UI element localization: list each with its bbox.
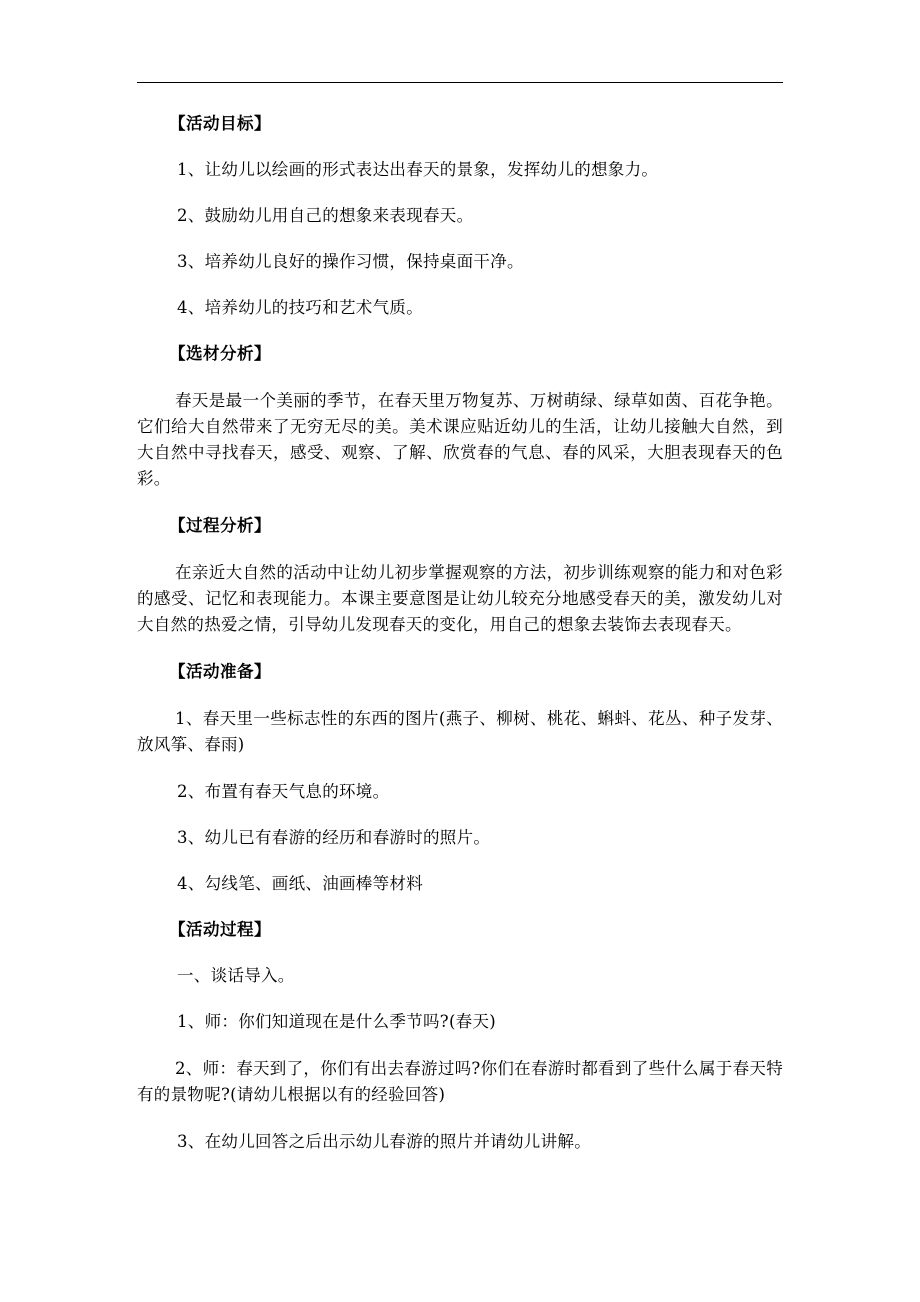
goal-item: 2、鼓励幼儿用自己的想象来表现春天。 (177, 206, 474, 225)
goal-item: 1、让幼儿以绘画的形式表达出春天的景象，发挥幼儿的想象力。 (177, 160, 659, 179)
material-analysis-paragraph: 春天是最一个美丽的季节，在春天里万物复苏、万树萌绿、绿草如茵、百花争艳。它们给大自然带来了无穷无尽的美。美术课应贴近幼儿的生活，让幼儿接触大自然，到大自然中寻找春天，感受、观察、了解、欣赏春的气息、春的风采，大胆表现春天的色彩。 (137, 391, 783, 488)
goal-item: 3、培养幼儿良好的操作习惯，保持桌面干净。 (177, 252, 524, 271)
goal-item: 4、培养幼儿的技巧和艺术气质。 (177, 298, 423, 317)
preparation-item: 3、幼儿已有春游的经历和春游时的照片。 (177, 828, 491, 847)
heading-process-analysis: 【过程分析】 (169, 516, 271, 535)
process-item: 1、师：你们知道现在是什么季节吗?(春天) (177, 1012, 497, 1031)
heading-goals: 【活动目标】 (169, 114, 271, 133)
preparation-item: 1、春天里一些标志性的东西的图片(燕子、柳树、桃花、蝌蚪、花丛、种子发芽、放风筝、春雨) (137, 709, 783, 754)
preparation-item: 2、布置有春天气息的环境。 (177, 782, 390, 801)
process-item: 2、师：春天到了，你们有出去春游过吗?你们在春游时都看到了些什么属于春天特有的景物呢?(请幼儿根据以有的经验回答) (137, 1059, 783, 1104)
heading-material-analysis: 【选材分析】 (169, 344, 271, 363)
process-item: 一、谈话导入。 (177, 966, 295, 985)
process-item: 3、在幼儿回答之后出示幼儿春游的照片并请幼儿讲解。 (177, 1132, 591, 1151)
document-body (137, 112, 783, 1176)
preparation-item: 4、勾线笔、画纸、油画棒等材料 (177, 874, 423, 893)
header-rule (137, 82, 783, 83)
heading-activity-process: 【活动过程】 (169, 920, 271, 939)
process-analysis-paragraph: 在亲近大自然的活动中让幼儿初步掌握观察的方法，初步训练观察的能力和对色彩的感受、记忆和表现能力。本课主要意图是让幼儿较充分地感受春天的美，激发幼儿对大自然的热爱之情，引导幼儿发现春天的变化，用自己的想象去装饰去表现春天。 (137, 563, 783, 634)
heading-preparation: 【活动准备】 (169, 662, 271, 681)
